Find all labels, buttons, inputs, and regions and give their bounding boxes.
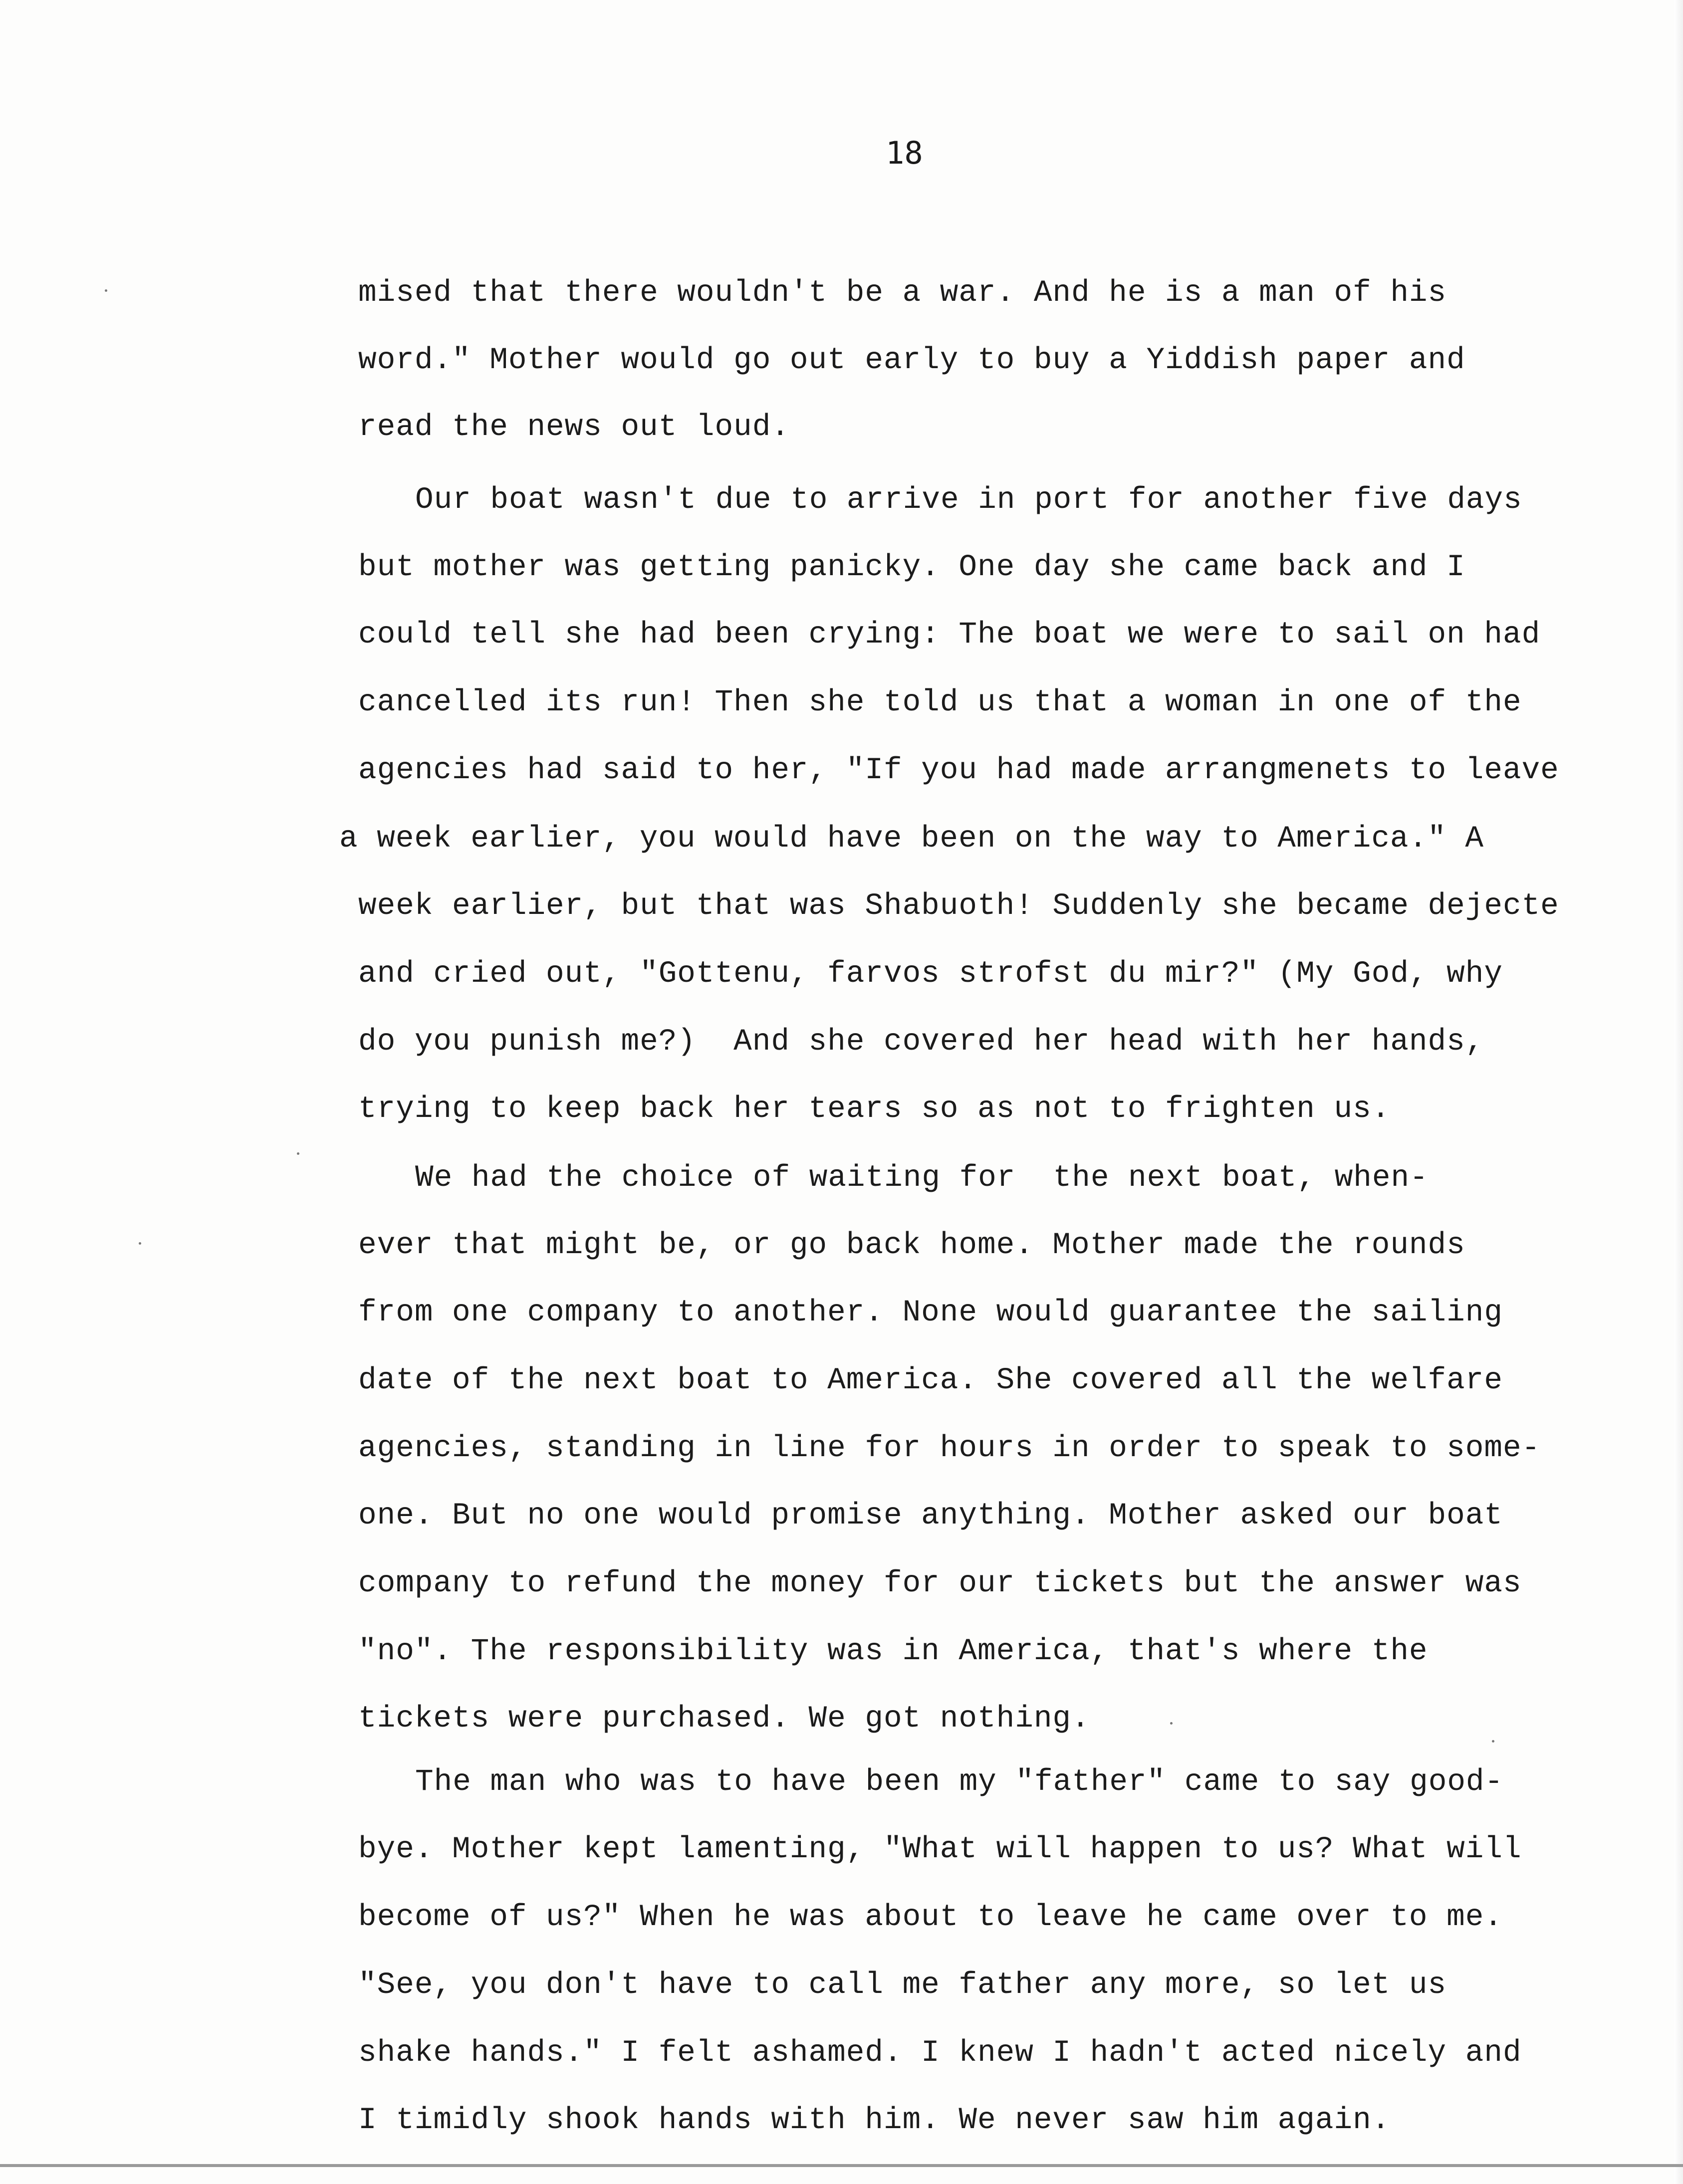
text-line: from one company to another. None would guarantee the sailing bbox=[358, 1296, 1503, 1330]
text-line: bye. Mother kept lamenting, "What will happen to us? What will bbox=[358, 1832, 1522, 1867]
text-line: tickets were purchased. We got nothing. bbox=[358, 1702, 1090, 1736]
paper-speck bbox=[1170, 1722, 1173, 1725]
text-line: word." Mother would go out early to buy a Yiddish paper and bbox=[358, 343, 1465, 378]
page-edge-shadow bbox=[1674, 0, 1683, 2184]
text-line: "no". The responsibility was in America, that's where the bbox=[358, 1634, 1428, 1669]
page-bottom-edge bbox=[0, 2164, 1683, 2167]
text-line: I timidly shook hands with him. We never saw him again. bbox=[358, 2103, 1391, 2138]
text-line: mised that there wouldn't be a war. And he is a man of his bbox=[358, 276, 1447, 310]
page-number: 18 bbox=[886, 135, 923, 171]
text-line: but mother was getting panicky. One day she came back and I bbox=[358, 550, 1465, 585]
text-line: trying to keep back her tears so as not to frighten us. bbox=[358, 1092, 1391, 1126]
text-line: ever that might be, or go back home. Mother made the rounds bbox=[358, 1228, 1465, 1263]
text-line: Our boat wasn't due to arrive in port for another five days bbox=[415, 483, 1522, 517]
text-line: do you punish me?) And she covered her head with her hands, bbox=[358, 1025, 1484, 1059]
paper-speck bbox=[1492, 1740, 1494, 1743]
text-line: read the news out loud. bbox=[358, 410, 790, 444]
text-line: become of us?" When he was about to leave he came over to me. bbox=[358, 1900, 1503, 1935]
text-line: could tell she had been crying: The boat we were to sail on had bbox=[358, 618, 1541, 652]
text-line: date of the next boat to America. She covered all the welfare bbox=[358, 1363, 1503, 1398]
text-line: company to refund the money for our tickets but the answer was bbox=[358, 1566, 1522, 1601]
text-line: and cried out, "Gottenu, farvos strofst du mir?" (My God, why bbox=[358, 957, 1503, 991]
text-line: one. But no one would promise anything. Mother asked our boat bbox=[358, 1499, 1503, 1533]
text-line: We had the choice of waiting for the next boat, when- bbox=[415, 1161, 1429, 1195]
text-line: agencies had said to her, "If you had made arrangmenets to leave bbox=[358, 753, 1559, 788]
paper-speck bbox=[105, 289, 107, 292]
text-line: The man who was to have been my "father" came to say good- bbox=[415, 1765, 1504, 1799]
text-line: agencies, standing in line for hours in order to speak to some- bbox=[358, 1431, 1541, 1466]
text-line: a week earlier, you would have been on the way to America." A bbox=[339, 822, 1484, 856]
text-line: week earlier, but that was Shabuoth! Suddenly she became dejecte bbox=[358, 889, 1559, 923]
paper-speck bbox=[139, 1242, 141, 1245]
text-line: "See, you don't have to call me father any more, so let us bbox=[358, 1968, 1447, 2002]
text-line: shake hands." I felt ashamed. I knew I hadn't acted nicely and bbox=[358, 2036, 1522, 2070]
text-line: cancelled its run! Then she told us that a woman in one of the bbox=[358, 685, 1522, 720]
paper-speck bbox=[297, 1152, 299, 1155]
